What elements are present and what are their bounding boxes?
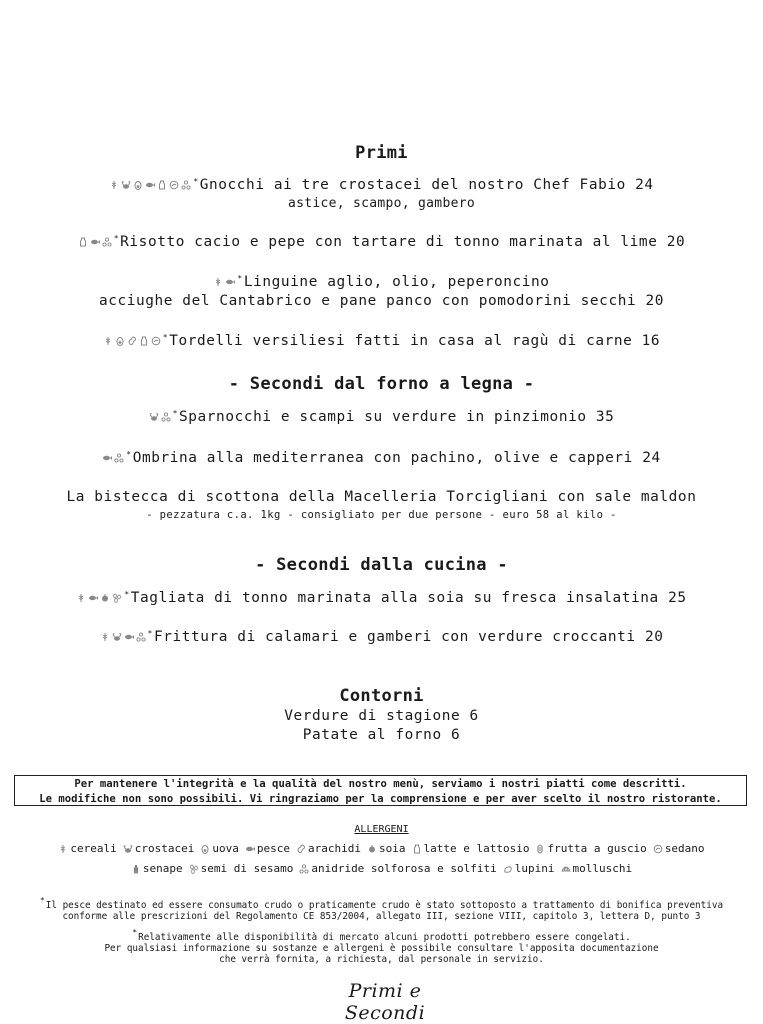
crostacei-icon (121, 180, 131, 190)
raw-marker: * (172, 409, 178, 418)
section-title-forno: - Secondi dal forno a legna - (228, 374, 535, 394)
notice-line: Le modifiche non sono possibili. Vi ringraziamo per la comprensione e per aver scelto il nostro ristorante. (39, 793, 722, 805)
sedano-icon (151, 336, 161, 346)
dish-name: Patate al forno (302, 727, 442, 743)
dish-name: Frittura di calamari e gamberi con verdure croccanti (153, 629, 636, 645)
dish-price: 25 (668, 590, 687, 606)
uova-icon (115, 336, 125, 346)
notice-line: Per mantenere l'integrità e la qualità del nostro menù, serviamo i nostri piatti come descritti. (74, 778, 687, 790)
allergen-icons (78, 234, 120, 250)
raw-marker: * (39, 896, 45, 905)
allergen-icons (149, 409, 179, 425)
menu-item-desc (0, 293, 763, 309)
dish-price: 20 (644, 629, 664, 645)
allergen-icons (109, 177, 199, 193)
solfiti-icon (114, 453, 124, 463)
menu-item (0, 274, 763, 290)
menu-item (0, 629, 763, 645)
dish-price: 20 (666, 234, 686, 250)
restaurant-signature: Primi e Secondi (344, 980, 426, 1024)
crostacei-icon (149, 412, 159, 422)
uova-icon (133, 180, 143, 190)
allergen-legend-item: crostacei (123, 842, 195, 855)
pesce-icon (90, 237, 100, 247)
menu-item (0, 333, 763, 349)
dish-name: Gnocchi ai tre crostacei del nostro Chef Fabio (199, 177, 626, 193)
allergen-legend-item: lupini (503, 862, 555, 875)
notice-box (14, 775, 747, 806)
sesamo-icon (189, 864, 199, 874)
senape-icon (131, 864, 141, 874)
menu-item (0, 409, 763, 425)
arachidi-icon (127, 336, 137, 346)
raw-marker: * (113, 234, 120, 243)
allergen-icons (213, 274, 243, 290)
latte-icon (157, 180, 167, 190)
section-title-primi: Primi (355, 143, 408, 163)
pesce-icon (145, 180, 155, 190)
allergens-title: ALLERGENI (354, 824, 409, 835)
allergen-legend-item: latte e lattosio (412, 842, 530, 855)
soia-icon (100, 593, 110, 603)
section-title-cucina: - Secondi dalla cucina - (255, 555, 508, 575)
dish-name: Risotto cacio e pepe con tartare di tonno marinata al lime (120, 234, 658, 250)
cereali-icon (76, 593, 86, 603)
dish-name: Linguine aglio, olio, peperoncino (243, 274, 550, 290)
allergen-icons (102, 450, 132, 466)
pesce-icon (102, 453, 112, 463)
dish-name: Ombrina alla mediterranea con pachino, olive e capperi (132, 450, 633, 466)
allergen-legend-item: cereali (58, 842, 116, 855)
cereali-icon (58, 844, 68, 854)
solfiti-icon (161, 412, 171, 422)
menu-item (0, 450, 763, 466)
allergens-legend-row (0, 842, 763, 855)
dish-price: 24 (642, 450, 661, 466)
raw-marker: * (237, 274, 243, 283)
solfiti-icon (299, 864, 309, 874)
pesce-icon (245, 844, 255, 854)
section-title-contorni: Contorni (339, 686, 424, 706)
raw-fish-footnote: *Il pesce destinato ed essere consumato crudo o praticamente crudo è stato sottoposto a trattamento di bonifica preventiva conforme alle prescrizioni del Regolamento CE 853/2004, allegato III, sezione VIII, capitolo 3, lettera D, punto 3 (39, 896, 724, 922)
allergen-legend-item: senape (131, 862, 183, 875)
dish-description: astice, scampo, gambero (288, 196, 475, 211)
sedano-icon (169, 180, 179, 190)
latte-icon (139, 336, 149, 346)
allergen-legend-item: soia (367, 842, 406, 855)
raw-marker: * (132, 928, 138, 937)
arachidi-icon (296, 844, 306, 854)
pesce-icon (88, 593, 98, 603)
allergen-legend-item: semi di sesamo (189, 862, 294, 875)
menu-item: La bistecca di scottona della Macelleria Torcigliani con sale maldon (66, 489, 697, 505)
dish-price: 6 (450, 727, 461, 743)
dish-price: 6 (469, 708, 479, 724)
allergen-icons (103, 333, 169, 349)
cereali-icon (103, 336, 113, 346)
latte-icon (412, 844, 422, 854)
cereali-icon (100, 632, 110, 642)
allergen-legend-item: sedano (653, 842, 705, 855)
dish-price: 24 (635, 177, 654, 193)
dish-price: 20 (645, 293, 665, 309)
menu-item (0, 234, 763, 250)
raw-marker: * (162, 333, 169, 342)
allergen-legend-item: pesce (245, 842, 290, 855)
dish-name: Tordelli versiliesi fatti in casa al ragù di carne (169, 333, 633, 349)
allergens-legend-row (0, 862, 763, 875)
dish-description: acciughe del Cantabrico e pane panco con pomodorini secchi (98, 293, 637, 309)
pesce-icon (124, 632, 134, 642)
solfiti-icon (102, 237, 112, 247)
allergen-legend-item: arachidi (296, 842, 361, 855)
raw-marker: * (147, 629, 153, 638)
menu-item (0, 177, 763, 193)
raw-marker: * (126, 450, 132, 459)
sesamo-icon (112, 593, 122, 603)
sedano-icon (653, 844, 663, 854)
solfiti-icon (136, 632, 146, 642)
menu-item (0, 590, 763, 606)
frutta-guscio-icon (535, 844, 545, 854)
allergen-icons (76, 590, 130, 606)
dish-price: 16 (641, 333, 661, 349)
crostacei-icon (112, 632, 122, 642)
allergen-legend-item: uova (200, 842, 239, 855)
allergen-icons (100, 629, 154, 645)
crostacei-icon (123, 844, 133, 854)
molluschi-icon (561, 864, 571, 874)
dish-description: - pezzatura c.a. 1kg - consigliato per due persone - euro 58 al kilo - (146, 509, 617, 521)
menu-item (0, 708, 763, 724)
dish-price: 35 (595, 409, 615, 425)
dish-name: Tagliata di tonno marinata alla soia su fresca insalatina (130, 590, 659, 606)
allergen-legend-item: molluschi (561, 862, 633, 875)
solfiti-icon (181, 180, 191, 190)
dish-name: Sparnocchi e scampi su verdure in pinzimonio (179, 409, 587, 425)
allergen-legend-item: anidride solforosa e solfiti (299, 862, 496, 875)
cereali-icon (213, 277, 223, 287)
latte-icon (78, 237, 88, 247)
dish-name: Verdure di stagione (284, 708, 461, 724)
raw-marker: * (124, 590, 130, 599)
uova-icon (200, 844, 210, 854)
raw-marker: * (193, 177, 199, 186)
lupini-icon (503, 864, 513, 874)
menu-item (0, 727, 763, 743)
cereali-icon (109, 180, 119, 190)
info-footnote: *Relativamente alle disponibilità di mercato alcuni prodotti potrebbero essere congelati. Per qualsiasi informazione su sostanze e allergeni è possibile consultare l'apposita documentazione che verrà fornita, a richiesta, dal personale in servizio. (104, 928, 659, 965)
allergen-legend-item: frutta a guscio (535, 842, 646, 855)
pesce-icon (225, 277, 235, 287)
soia-icon (367, 844, 377, 854)
